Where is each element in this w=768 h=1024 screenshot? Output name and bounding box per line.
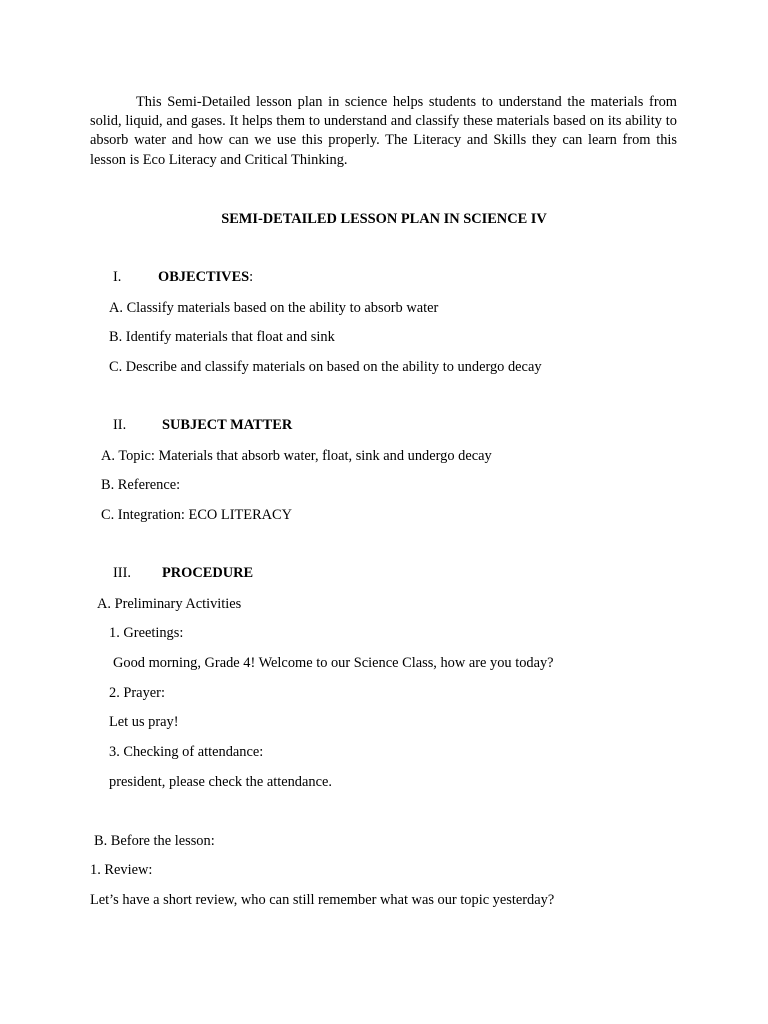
attendance-text: president, please check the attendance. — [109, 774, 332, 790]
subject-matter-heading: SUBJECT MATTER — [162, 417, 293, 433]
attendance-label: 3. Checking of attendance: — [109, 744, 264, 760]
objective-item: B. Identify materials that float and sink — [109, 329, 335, 345]
subject-matter-item: B. Reference: — [101, 477, 181, 493]
preliminary-activities-label: A. Preliminary Activities — [97, 596, 242, 612]
objectives-heading-text: OBJECTIVES — [158, 269, 250, 285]
objectives-heading — [158, 268, 253, 287]
objectives-numeral: I. — [113, 269, 122, 285]
prayer-label: 2. Prayer: — [109, 685, 165, 701]
procedure-numeral: III. — [113, 565, 131, 581]
objectives-heading-colon: : — [249, 269, 254, 285]
review-label: 1. Review: — [90, 862, 153, 878]
before-lesson-label: B. Before the lesson: — [94, 833, 215, 849]
objective-item: C. Describe and classify materials on based on the ability to undergo decay — [109, 359, 542, 375]
subject-matter-item: A. Topic: Materials that absorb water, float, sink and undergo decay — [101, 448, 492, 464]
subject-matter-numeral: II. — [113, 417, 127, 433]
lesson-plan-title: SEMI-DETAILED LESSON PLAN IN SCIENCE IV — [221, 211, 547, 227]
intro-paragraph: This Semi-Detailed lesson plan in science helps students to understand the materials from solid, liquid, and gases. It helps them to understand and classify these materials based on its ability to absorb water and how can we use this properly. The Literacy and Skills they can learn from this lesson is Eco Literacy and Critical Thinking. — [90, 94, 677, 168]
procedure-heading: PROCEDURE — [162, 565, 254, 581]
greetings-text: Good morning, Grade 4! Welcome to our Science Class, how are you today? — [113, 655, 554, 671]
objective-item: A. Classify materials based on the ability to absorb water — [109, 300, 439, 316]
review-text: Let’s have a short review, who can still remember what was our topic yesterday? — [90, 892, 555, 908]
greetings-label: 1. Greetings: — [109, 625, 184, 641]
prayer-text: Let us pray! — [109, 714, 179, 730]
subject-matter-item: C. Integration: ECO LITERACY — [101, 507, 293, 523]
